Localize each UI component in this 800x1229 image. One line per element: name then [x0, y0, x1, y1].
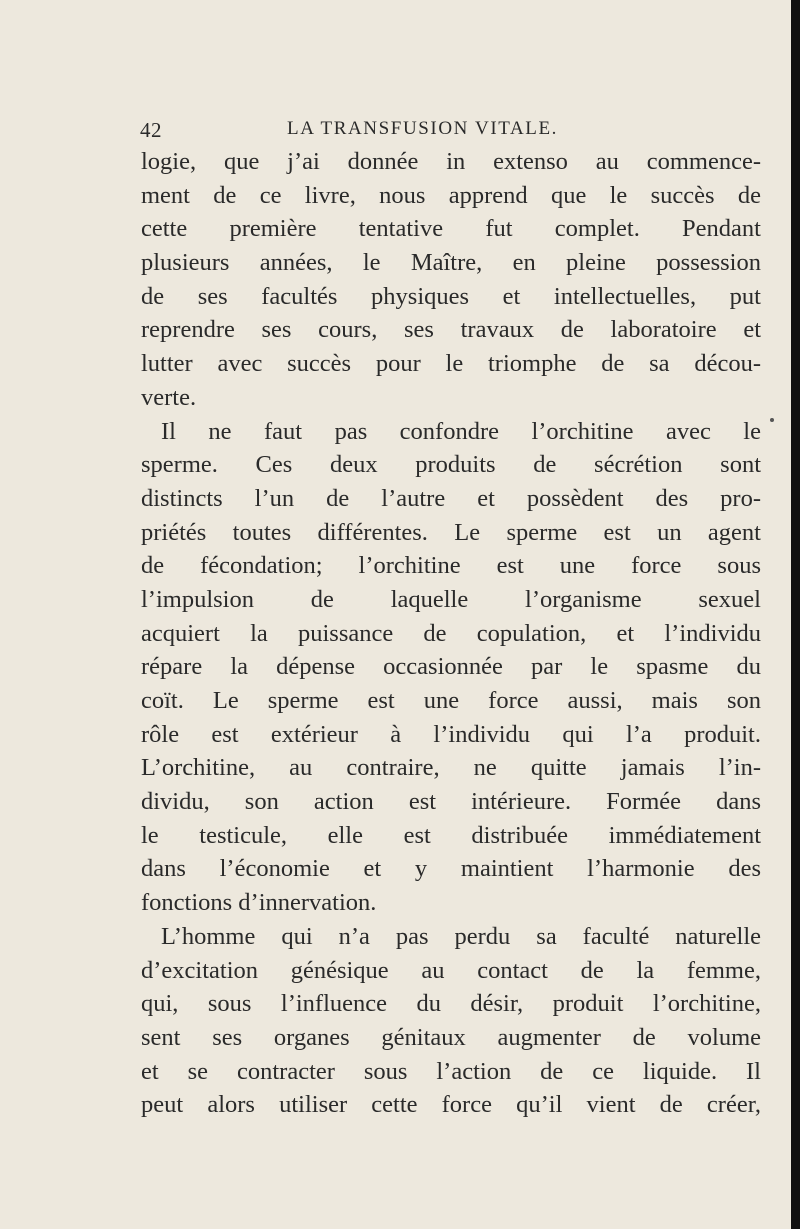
text-line: ment de ce livre, nous apprend que le succès de [141, 181, 761, 209]
text-line: l’impulsion de laquelle l’organisme sexuel [141, 585, 761, 613]
text-line: le testicule, elle est distribuée immédiatement [141, 821, 761, 849]
text-line: dans l’économie et y maintient l’harmonie des [141, 855, 761, 883]
text-line: lutter avec succès pour le triomphe de sa décou- [141, 350, 761, 378]
text-line: sperme. Ces deux produits de sécrétion sont [141, 451, 761, 479]
text-line: de ses facultés physiques et intellectuelles, put [141, 282, 761, 310]
text-line: qui, sous l’influence du désir, produit l’orchitine, [141, 990, 761, 1018]
text-line: verte. [141, 383, 197, 411]
text-line: dividu, son action est intérieure. Formée dans [141, 788, 761, 816]
text-line: L’homme qui n’a pas perdu sa faculté naturelle [161, 922, 761, 950]
text-line: rôle est extérieur à l’individu qui l’a produit. [141, 720, 761, 748]
text-line: priétés toutes différentes. Le sperme est un agent [141, 518, 761, 546]
page-number: 42 [140, 118, 162, 142]
text-line: de fécondation; l’orchitine est une force sous [141, 552, 761, 580]
text-line: répare la dépense occasionnée par le spasme du [141, 653, 761, 681]
text-line: coït. Le sperme est une force aussi, mais son [141, 687, 761, 714]
text-line: sent ses organes génitaux augmenter de volume [141, 1023, 761, 1051]
page-edge-shadow [791, 0, 800, 1229]
running-title: LA TRANSFUSION VITALE. [287, 118, 559, 139]
body-text [141, 145, 761, 1122]
text-line: cette première tentative fut complet. Pendant [141, 215, 761, 243]
text-line: distincts l’un de l’autre et possèdent des pro- [141, 484, 761, 512]
text-line: L’orchitine, au contraire, ne quitte jamais l’in- [141, 754, 761, 782]
text-line: Il ne faut pas confondre l’orchitine avec le [161, 417, 761, 445]
text-line: logie, que j’ai donnée in extenso au commence- [141, 148, 761, 175]
ink-speck [770, 418, 774, 422]
text-line: peut alors utiliser cette force qu’il vient de créer, [141, 1091, 761, 1119]
text-line: plusieurs années, le Maître, en pleine possession [141, 249, 761, 277]
text-line: d’excitation génésique au contact de la femme, [141, 956, 761, 984]
text-line: fonctions d’innervation. [141, 889, 377, 917]
text-line: acquiert la puissance de copulation, et l’individu [141, 619, 761, 647]
text-line: reprendre ses cours, ses travaux de laboratoire et [141, 316, 761, 344]
text-line: et se contracter sous l’action de ce liquide. Il [141, 1057, 761, 1085]
page-header [0, 118, 800, 140]
